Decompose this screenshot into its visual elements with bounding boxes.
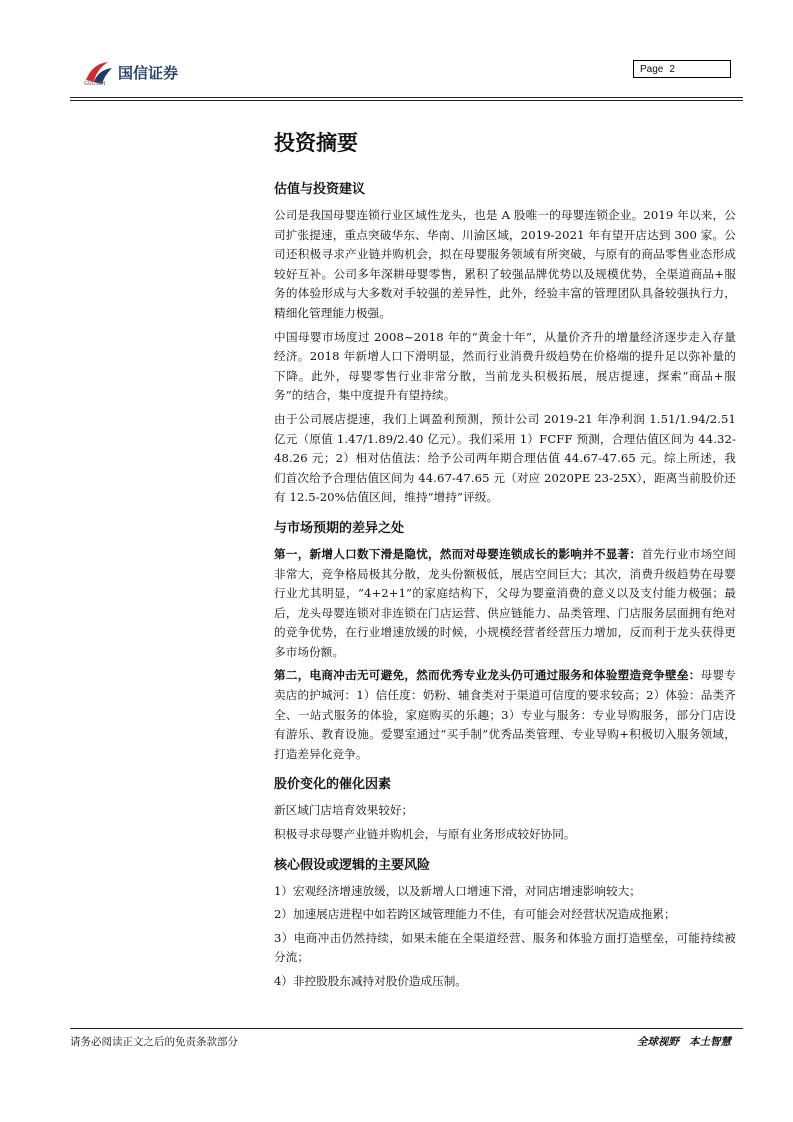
slogan-part: 全球视野	[637, 1036, 679, 1048]
header-divider	[70, 97, 743, 98]
paragraph-lead: 第二，电商冲击无可避免，然而优秀专业龙头仍可通过服务和体验塑造竞争壁垒：	[274, 668, 701, 683]
paragraph	[274, 666, 736, 764]
footer-slogan	[627, 1034, 731, 1049]
list-item: 1）宏观经济增速放缓，以及新增人口增速下滑，对同店增速影响较大；	[274, 883, 641, 898]
paragraph: 公司是我国母婴连锁行业区域性龙头，也是 A 股唯一的母婴连锁企业。2019 年以来，公司扩张提速，重点突破华东、华南、川渝区域，2019-2021 年有望开店达到 300 家。公司还积极寻求产业链并购机会，拟在母婴服务领域有所突破，与原有的商品零售业态形成较好互补。公司多年深耕母婴零售，累积了较强品牌优势以及规模优势，全渠道商品+服务的体验形成与大多数对手较强的差异性，此外，经验丰富的管理团队具备较强执行力，精细化管理能力极强。	[274, 208, 736, 320]
section-heading: 股价变化的催化因素	[274, 777, 392, 793]
paragraph: 中国母婴市场度过 2008~2018 年的“黄金十年”，从量价齐升的增量经济逐步走入存量经济。2018 年新增人口下滑明显，然而行业消费升级趋势在价格端的提升足以弥补量的下降。此外，母婴零售行业非常分散，当前龙头积极拓展，展店提速，探索“商品+服务”的结合，集中度提升有望持续。	[274, 329, 736, 403]
section-catalyst	[274, 776, 736, 844]
paragraph-lead: 第一，新增人口数下滑是隐忧，然而对母婴连锁成长的影响并不显著：	[274, 546, 642, 561]
footer-divider	[70, 1028, 743, 1029]
main-content	[274, 128, 736, 1004]
list-item: 2）加速展店进程中如若跨区域管理能力不佳，有可能会对经营状况造成拖累；	[274, 907, 676, 922]
paragraph	[274, 545, 736, 663]
slogan-part: 本土智慧	[689, 1036, 731, 1048]
paragraph-body: 首先行业市场空间非常大，竞争格局极其分散，龙头份额极低，展店空间巨大；其次，消费升级趋势在母婴行业尤其明显，“4+2+1”的家庭结构下，父母为婴童消费的意义以及支付能力极强；最后，龙头母婴连锁对非连锁在门店运营、供应链能力、品类管理、门店服务层面拥有绝对的竞争优势，在行业增速放缓的时候，小规模经营者经营压力增加，反而利于龙头获得更多市场份额。	[274, 546, 736, 659]
logo-text: 国信证券	[118, 64, 179, 82]
page-title: 投资摘要	[274, 131, 358, 155]
footer-disclaimer: 请务必阅读正文之后的免责条款部分	[70, 1036, 238, 1048]
list-item: 积极寻求母婴产业链并购机会，与原有业务形成较好协同。	[274, 827, 576, 842]
company-logo	[82, 58, 212, 90]
page-label: Page	[640, 64, 664, 75]
list-item: 4）非控股股东减持对股价造成压制。	[274, 974, 467, 988]
logo-subtext: GUOSEN	[84, 81, 106, 87]
paragraph: 由于公司展店提速，我们上调盈利预测，预计公司 2019-21 年净利润 1.51/1.94/2.51 亿元（原值 1.47/1.89/2.40 亿元）。我们采用 1）FCFF 预测，合理估值区间为 44.32-48.26 元；2）相对估值法：给予公司两年期合理估值 44.67-47.65 元。综上所述，我们首次给予合理估值区间为 44.67-47.65 元（对应 2020PE 23-25X），距离当前股价还有 12.5-20%估值区间，维持“增持”评级。	[274, 411, 736, 505]
section-heading: 核心假设或逻辑的主要风险	[274, 857, 431, 873]
page-indicator	[633, 60, 731, 78]
section-heading: 估值与投资建议	[274, 182, 366, 197]
paragraph-body: 母婴专卖店的护城河：1）信任度：奶粉、辅食类对于渠道可信度的要求较高；2）体验：品类齐全、一站式服务的体验，家庭购买的乐趣；3）专业与服务：专业导购服务，部分门店设有游乐、教育设施。爱婴室通过“买手制”优秀品类管理、专业导购+积极切入服务领域，打造差异化竞争。	[274, 668, 736, 761]
section-risks	[274, 857, 736, 992]
section-valuation	[274, 181, 736, 508]
list-item: 新区域门店培育效果较好；	[274, 803, 414, 818]
header-divider-2	[70, 100, 743, 101]
page-number: 2	[669, 64, 675, 75]
list-item: 3）电商冲击仍然持续，如果未能在全渠道经营、服务和体验方面打造壁垒，可能持续被分流；	[274, 930, 736, 965]
section-difference	[274, 520, 736, 765]
section-heading: 与市场预期的差异之处	[274, 520, 405, 536]
